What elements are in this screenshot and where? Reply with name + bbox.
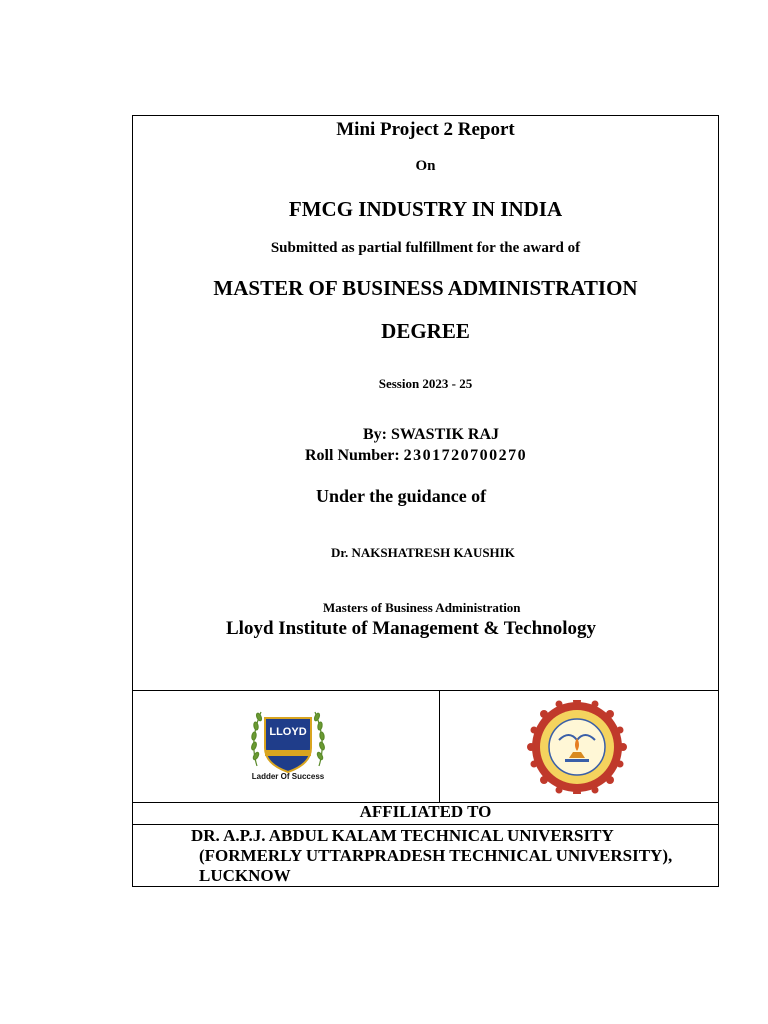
author: By: SWASTIK RAJ [363, 426, 500, 443]
degree-word: DEGREE [381, 319, 470, 343]
degree-title: MASTER OF BUSINESS ADMINISTRATION [213, 276, 638, 300]
roll-label: Roll Number: [305, 447, 400, 464]
lloyd-logo [247, 706, 329, 786]
logo-divider [439, 690, 440, 802]
divider-university [133, 824, 718, 825]
roll-value: 2301720700270 [403, 447, 528, 464]
lloyd-tagline: Ladder Of Success [251, 772, 325, 781]
submission-statement: Submitted as partial fulfillment for the award of [270, 240, 581, 256]
on-label: On [415, 158, 436, 174]
cover-frame [132, 115, 719, 887]
program-name: Masters of Business Administration [323, 600, 521, 615]
university-name: DR. A.P.J. ABDUL KALAM TECHNICAL UNIVERSITY [191, 826, 614, 845]
session: Session 2023 - 25 [378, 376, 473, 391]
report-topic: FMCG INDUSTRY IN INDIA [288, 197, 563, 221]
affiliated-heading: AFFILIATED TO [359, 802, 492, 821]
aktu-seal-icon [519, 700, 635, 794]
guide-name: Dr. NAKSHATRESH KAUSHIK [331, 545, 515, 560]
divider-top [133, 690, 718, 691]
university-city: LUCKNOW [199, 866, 291, 885]
institute-name: Lloyd Institute of Management & Technology [226, 618, 596, 639]
report-title: Mini Project 2 Report [336, 119, 515, 140]
guidance-label: Under the guidance of [316, 486, 487, 506]
lloyd-wordmark: LLOYD [269, 726, 307, 738]
university-former-name: (FORMERLY UTTARPRADESH TECHNICAL UNIVERSITY), [199, 846, 673, 865]
aktu-logo [519, 700, 635, 794]
roll-number [305, 447, 527, 465]
